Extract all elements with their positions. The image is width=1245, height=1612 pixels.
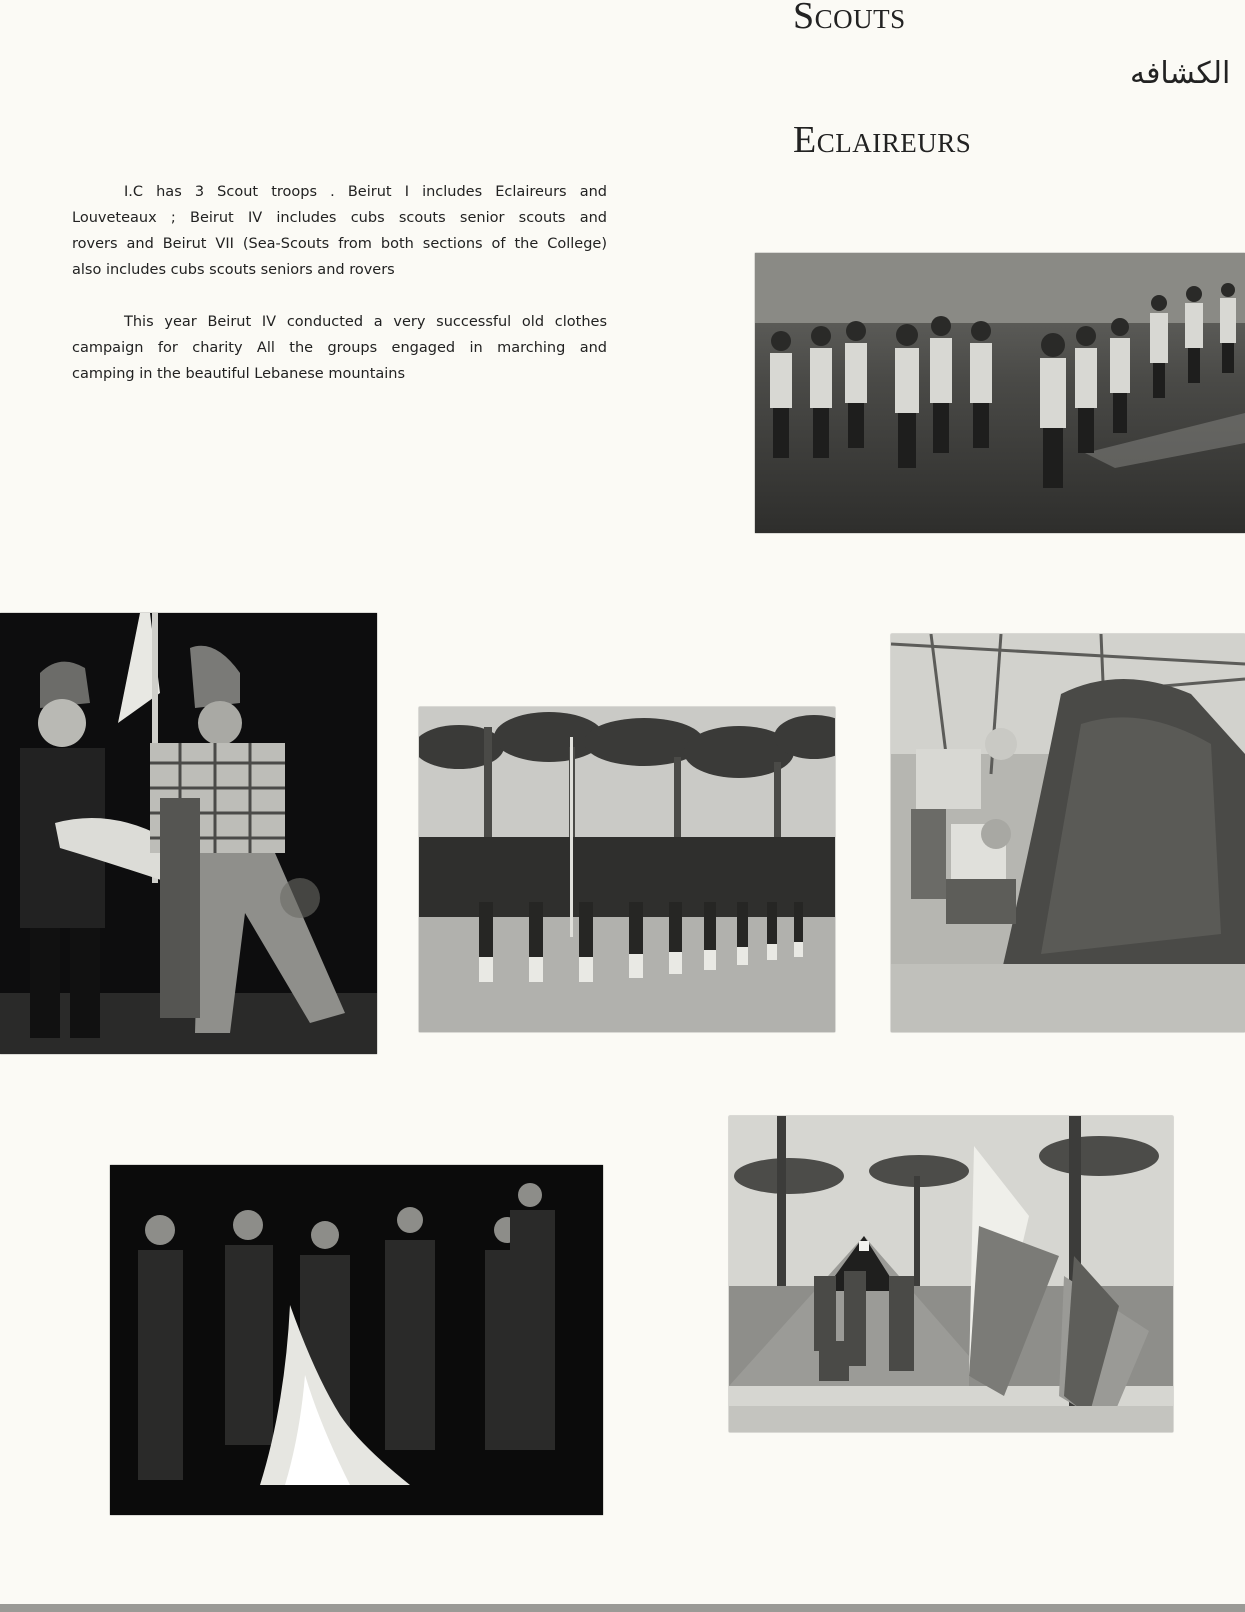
text-line: also includes cubs scouts seniors and rovers (72, 262, 395, 278)
text-line: campaign for charity All the groups engaged in marching and (72, 340, 607, 356)
page-bottom-edge (0, 1604, 1245, 1612)
heading-scouts: Scouts (793, 0, 906, 37)
text-line: camping in the beautiful Lebanese mountains (72, 366, 406, 382)
photo-flag-night (0, 613, 377, 1054)
photo-campfire (110, 1165, 603, 1515)
photo-building-shelter (891, 634, 1245, 1032)
text-line: I.C has 3 Scout troops . Beirut I includes Eclaireurs and (124, 184, 607, 200)
activities-paragraph (72, 309, 607, 387)
heading-arabic: الكشافه (1130, 56, 1231, 91)
intro-paragraph (72, 179, 607, 283)
text-line: This year Beirut IV conducted a very successful old clothes (124, 314, 607, 330)
photo-scouts-parade (755, 253, 1245, 533)
photo-forest-line (419, 707, 835, 1032)
photo-tent-flags (729, 1116, 1173, 1432)
text-line: rovers and Beirut VII (Sea-Scouts from both sections of the College) (72, 236, 607, 252)
text-line: Louveteaux ; Beirut IV includes cubs scouts senior scouts and (72, 210, 607, 226)
heading-eclaireurs: Eclaireurs (793, 119, 972, 161)
